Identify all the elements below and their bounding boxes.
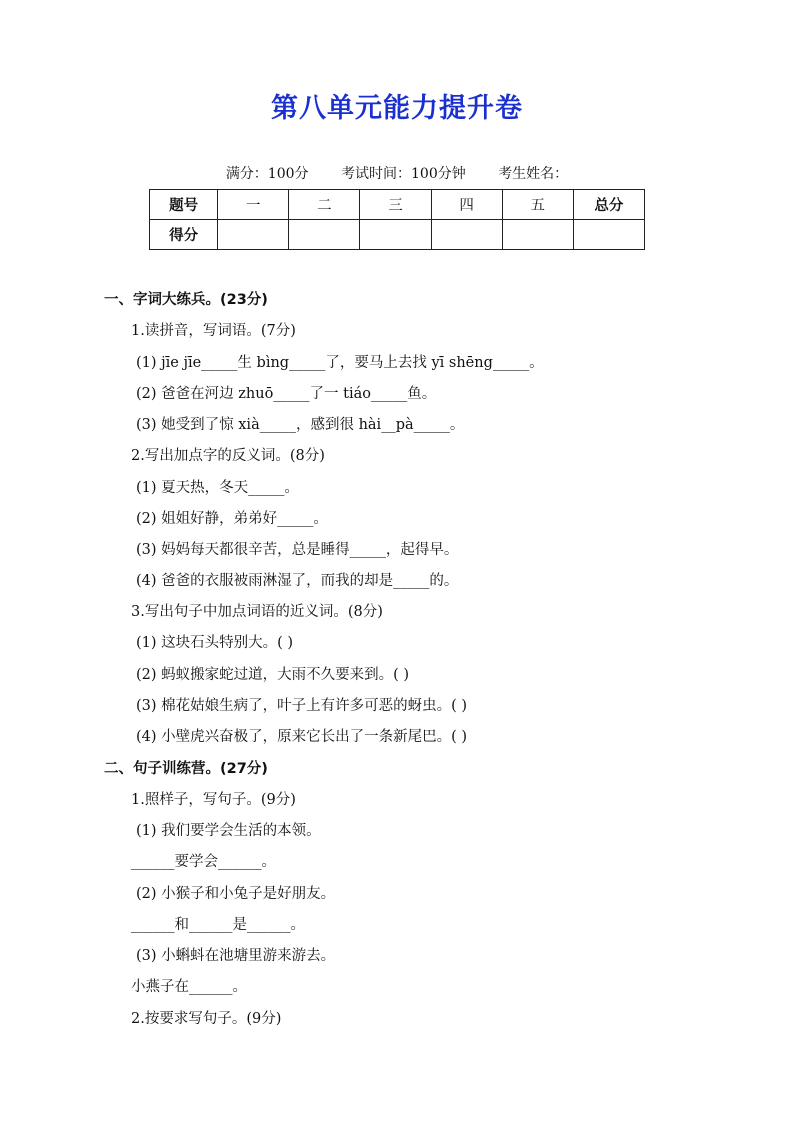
sub-question: (3) 妈妈每天都很辛苦，总是睡得_____，起得早。 [136,542,459,558]
sub-question: (1) jīe jīe_____生 bìng_____了，要马上去找 yī shēng_____。 [136,355,544,371]
question-title: 3.写出句子中加点词语的近义词。(8分) [131,604,383,620]
score-cell[interactable] [289,220,360,250]
exam-time-label: 考试时间：100分钟 [341,166,466,182]
section-heading: 一、字词大练兵。(23分) [104,292,268,308]
answer-line: 小燕子在______。 [131,979,247,995]
score-header-cell: 一 [218,190,289,220]
sub-question: (1) 这块石头特别大。( ) [136,635,294,651]
score-cell[interactable] [431,220,502,250]
score-header-cell: 五 [502,190,573,220]
score-row-label: 得分 [150,220,218,250]
answer-line: ______要学会______。 [131,854,276,870]
sub-question: (2) 蚂蚁搬家蛇过道，大雨不久要来到。( ) [136,667,410,683]
sub-question: (2) 爸爸在河边 zhuō_____了一 tiáo_____鱼。 [136,386,437,402]
score-header-cell: 总分 [573,190,644,220]
section-heading: 二、句子训练营。(27分) [104,761,268,777]
score-cell[interactable] [360,220,431,250]
sub-question: (4) 小壁虎兴奋极了，原来它长出了一条新尾巴。( ) [136,729,468,745]
question-title: 2.写出加点字的反义词。(8分) [131,448,325,464]
student-name-label: 考生姓名： [498,166,569,182]
exam-info [0,163,794,183]
sub-question: (4) 爸爸的衣服被雨淋湿了，而我的却是_____的。 [136,573,459,589]
score-cell[interactable] [502,220,573,250]
sub-question: (2) 姐姐好静，弟弟好_____。 [136,511,328,527]
score-table [149,189,645,250]
score-table-score-row [150,220,645,250]
sub-question: (1) 夏天热，冬天_____。 [136,480,299,496]
page-title: 第八单元能力提升卷 [271,93,523,124]
answer-line: ______和______是______。 [131,917,305,933]
score-header-cell: 四 [431,190,502,220]
score-header-cell: 三 [360,190,431,220]
sub-question: (2) 小猴子和小兔子是好朋友。 [136,886,336,902]
score-header-cell: 二 [289,190,360,220]
sub-question: (1) 我们要学会生活的本领。 [136,823,321,839]
sub-question: (3) 她受到了惊 xià_____，感到很 hài__pà_____。 [136,417,465,433]
score-header-cell: 题号 [150,190,218,220]
question-title: 2.按要求写句子。(9分) [131,1011,282,1027]
score-cell[interactable] [573,220,644,250]
question-title: 1.读拼音，写词语。(7分) [131,323,296,339]
score-table-header-row [150,190,645,220]
sub-question: (3) 小蝌蚪在池塘里游来游去。 [136,948,336,964]
full-score-label: 满分：100分 [225,166,309,182]
sub-question: (3) 棉花姑娘生病了，叶子上有许多可恶的蚜虫。( ) [136,698,468,714]
question-title: 1.照样子，写句子。(9分) [131,792,296,808]
score-cell[interactable] [218,220,289,250]
